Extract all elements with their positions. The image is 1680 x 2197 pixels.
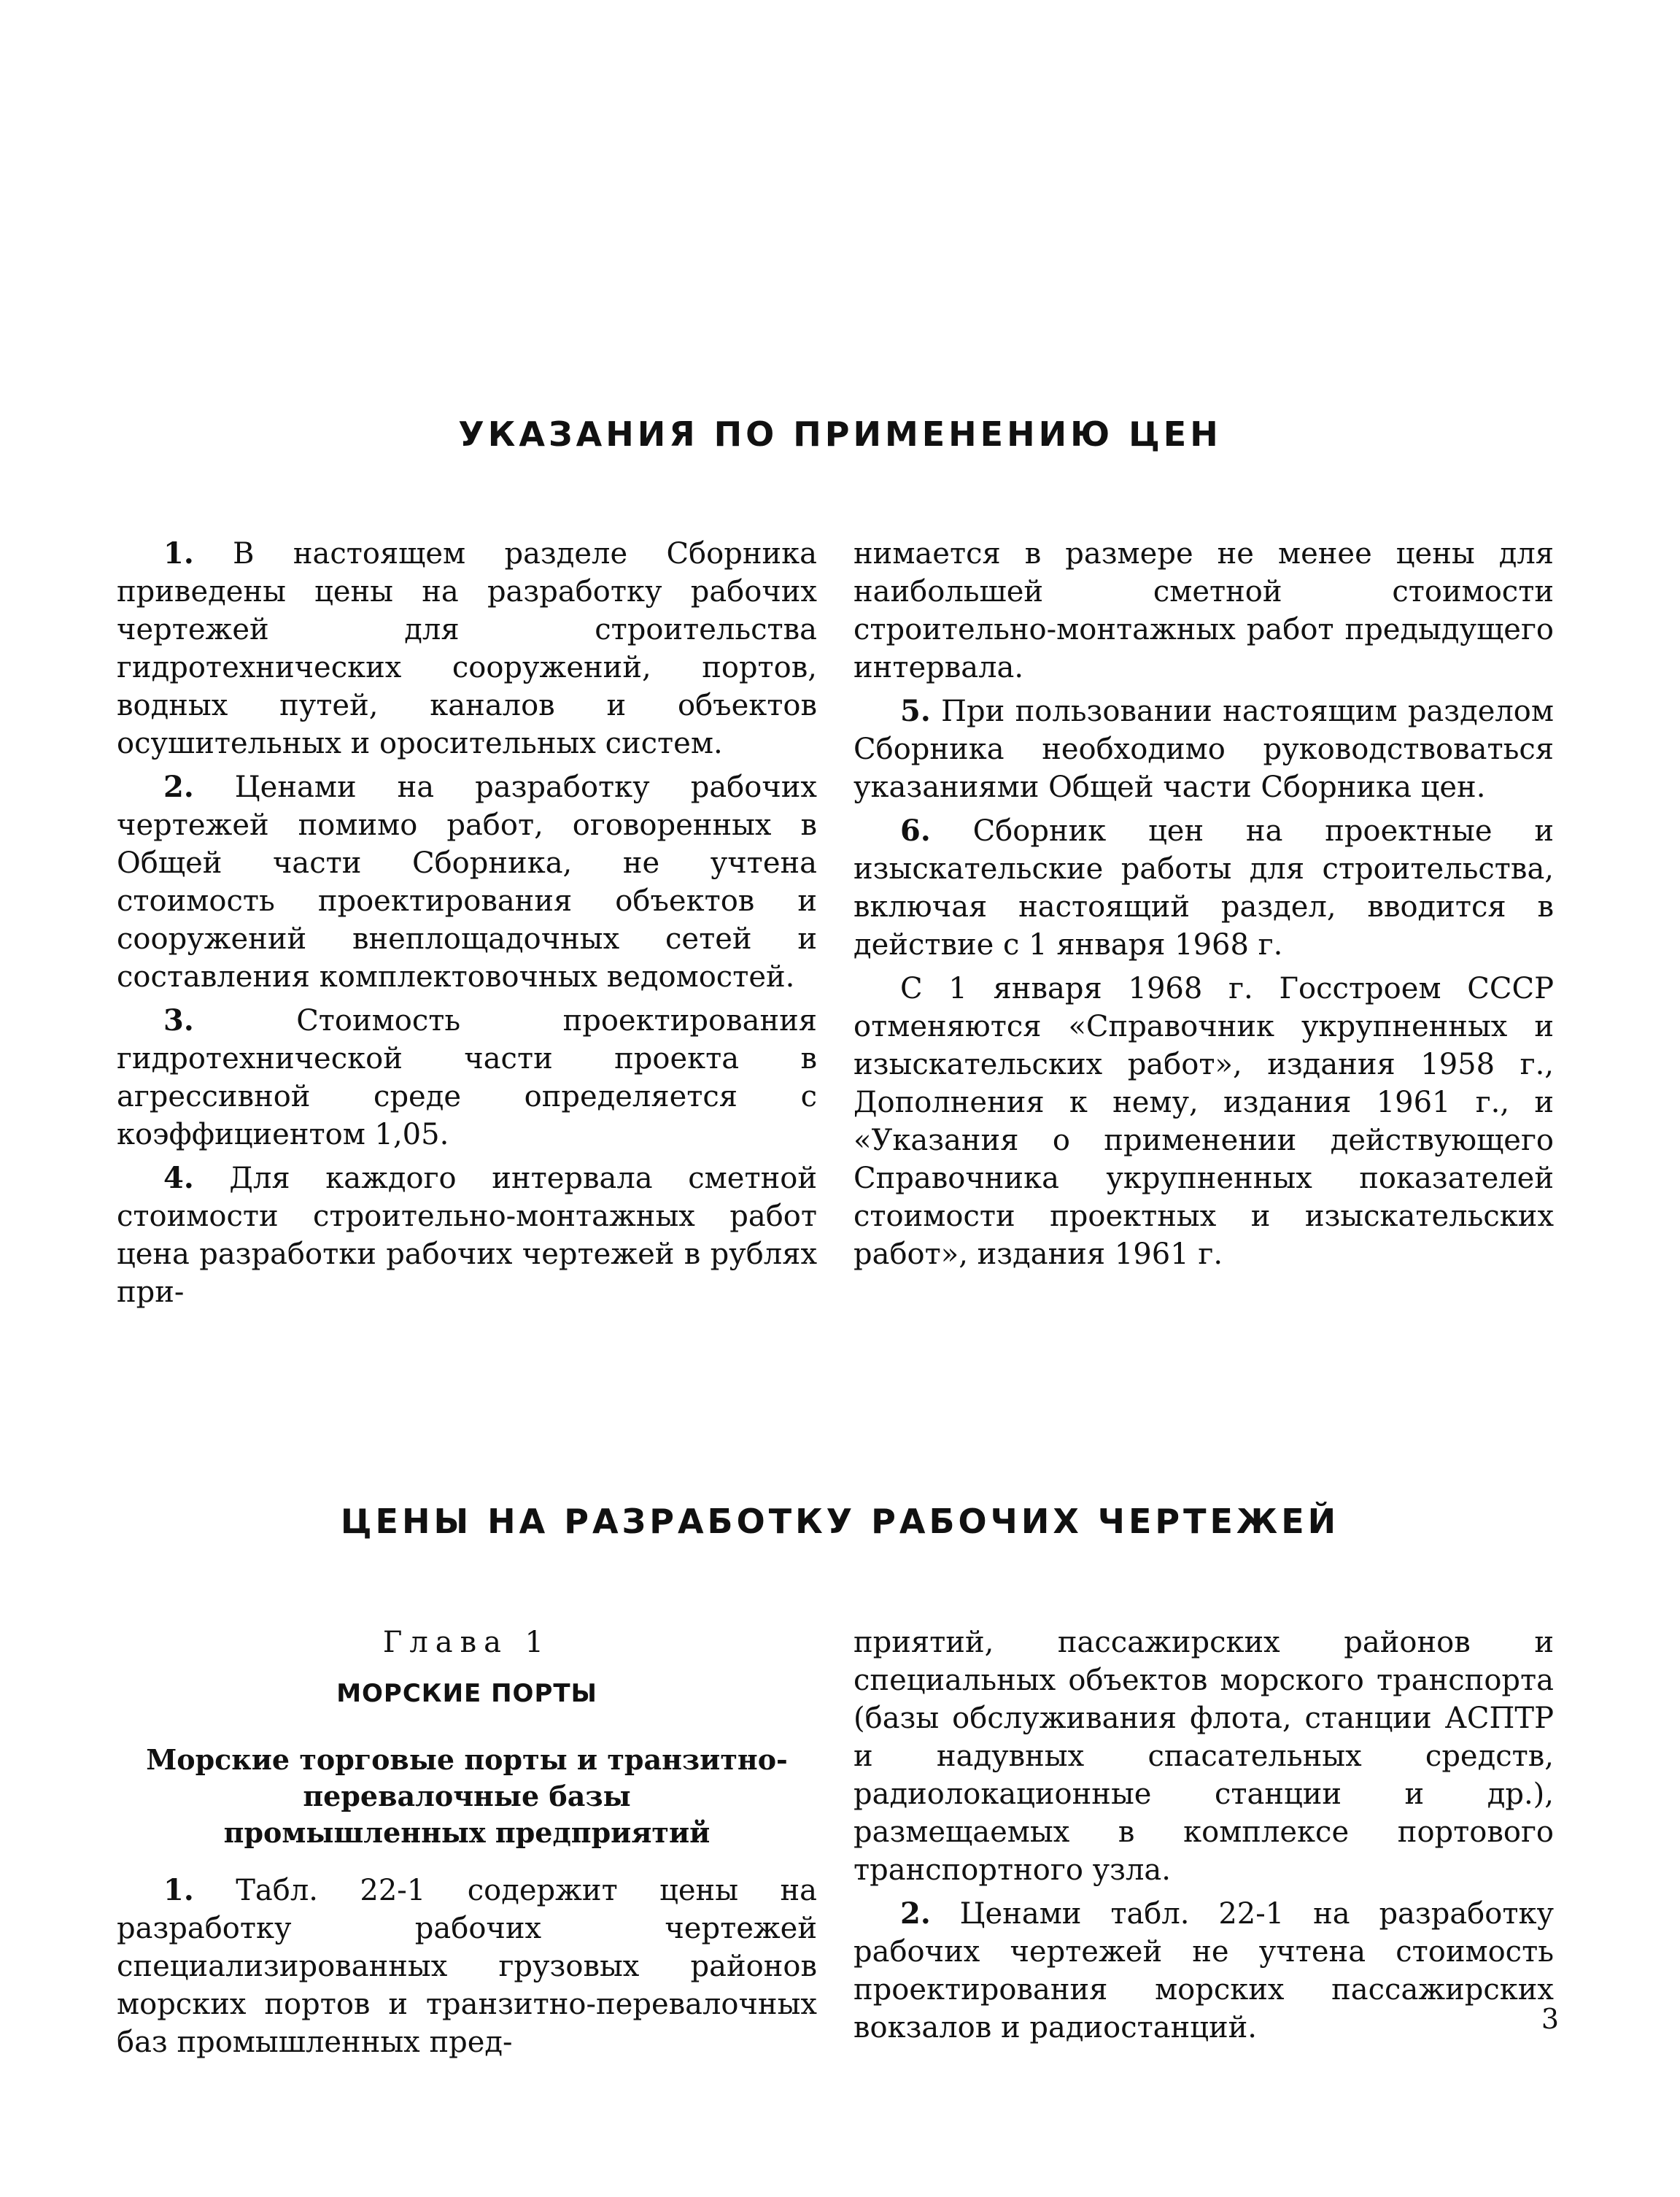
paragraph: 6. Сборник цен на проектные и изыскательские работы для строительства, включая настоящий раздел, вводится в действие с 1 января 1968 г.: [853, 814, 1555, 962]
paragraph: 1. В настоящем разделе Сборника приведены цены на разработку рабочих чертежей для строительства гидротехнических сооружений, портов, водных путей, каналов и объектов осушительных и оросительных систем.: [117, 536, 817, 760]
paragraph: 1. Табл. 22-1 содержит цены на разработку рабочих чертежей специализированных грузовых районов морских портов и транзитно-перевалочных баз промышленных пред-: [117, 1873, 817, 2059]
paragraph-continuation: приятий, пассажирских районов и специальных объектов морского транспорта (базы обслуживания флота, станции АСПТР и надувных спасательных средств, радиолокационные станции и др.), размещаемых в комплексе портового транспортного узла.: [853, 1626, 1554, 1887]
section-title-prices: ЦЕНЫ НА РАЗРАБОТКУ РАБОЧИХ ЧЕРТЕЖЕЙ: [340, 1502, 1340, 1541]
section2-left-column: [117, 1623, 817, 2067]
sub-heading: Морские торговые порты и транзитно- перевалочные базы промышленных предприятий: [146, 1743, 788, 1849]
chapter-name: МОРСКИЕ ПОРТЫ: [336, 1679, 597, 1708]
paragraph: С 1 января 1968 г. Госстроем СССР отменяются «Справочник укрупненных и изыскательских работ», издания 1958 г., Дополнения к нему, издания 1961 г., и «Указания о применении действующего Справочника укрупненных показателей стоимости проектных и изыскательских работ», издания 1961 г.: [853, 972, 1554, 1271]
paragraph: 2. Ценами табл. 22-1 на разработку рабочих чертежей не учтена стоимость проектирования морских пассажирских вокзалов и радиостанций.: [853, 1896, 1554, 2045]
paragraph: 2. Ценами на разработку рабочих чертежей помимо работ, оговоренных в Общей части Сборника, не учтена стоимость проектирования объектов и сооружений внеплощадочных сетей и составления комплектовочных ведомостей.: [117, 770, 817, 994]
paragraph-continuation: нимается в размере не менее цены для наибольшей сметной стоимости строительно-монтажных работ предыдущего интервала.: [853, 537, 1554, 684]
section1-right-column: [853, 535, 1554, 1279]
section1-left-column: [117, 535, 817, 1317]
paragraph: 4. Для каждого интервала сметной стоимости строительно-монтажных работ цена разработки рабочих чертежей в рублях при-: [117, 1161, 817, 1309]
paragraph: 3. Стоимость проектирования гидротехнической части проекта в агрессивной среде определяется с коэффициентом 1,05.: [117, 1003, 817, 1151]
section2-right-column: [853, 1623, 1554, 2053]
chapter-label: Глава 1: [382, 1626, 551, 1659]
page-number: 3: [1541, 2003, 1559, 2035]
paragraph: 5. При пользовании настоящим разделом Сборника необходимо руководствоваться указаниями Общей части Сборника цен.: [853, 694, 1554, 804]
section-title-guidelines: УКАЗАНИЯ ПО ПРИМЕНЕНИЮ ЦЕН: [458, 414, 1222, 454]
